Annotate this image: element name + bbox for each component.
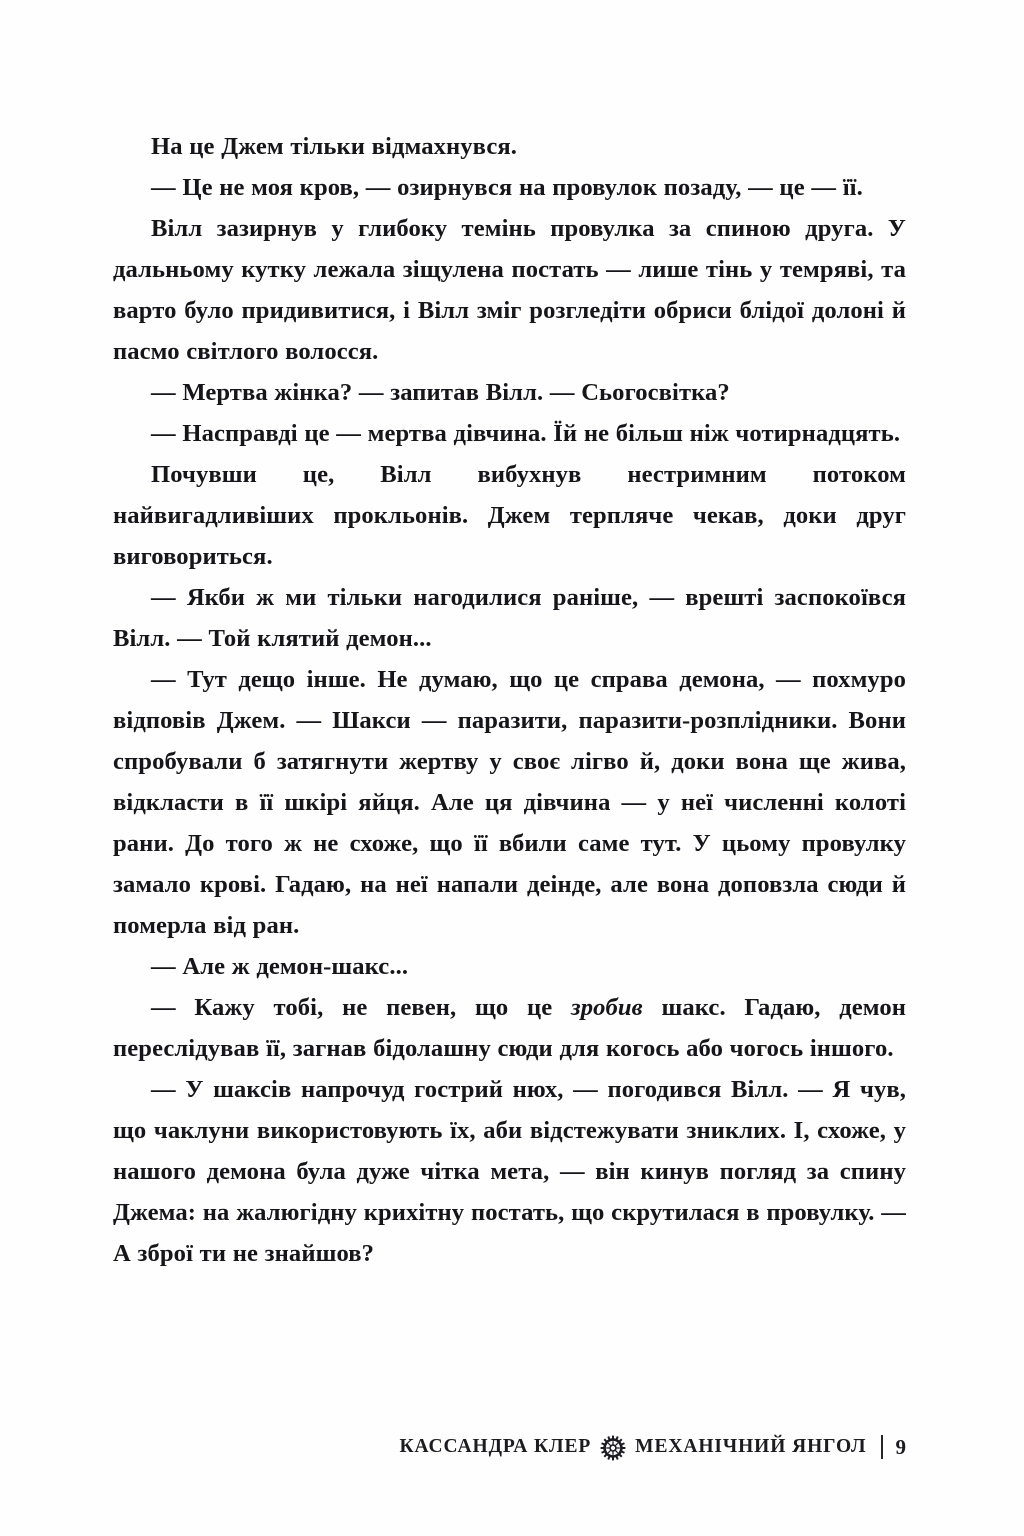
paragraph: На це Джем тільки відмахнувся. xyxy=(151,133,518,160)
paragraph-text-before-emphasis: — Кажу тобі, не певен, що це xyxy=(151,994,572,1021)
paragraph: — Це не моя кров, — озирнувся на провулок позаду, — це — її. xyxy=(151,174,863,201)
paragraph: — Але ж демон-шакс... xyxy=(151,953,409,980)
emphasized-word: зробив xyxy=(571,994,643,1021)
paragraph: — Насправді це — мертва дівчина. Їй не більш ніж чотирнадцять. xyxy=(151,420,901,447)
page-number: 9 xyxy=(895,1434,906,1459)
paragraph: — Мертва жінка? — запитав Вілл. — Сьогосвітка? xyxy=(151,379,730,406)
paragraph: Вілл зазирнув у глибоку темінь провулка за спиною друга. У дальньому кутку лежала зіщулена постать — лише тінь у темряві, та варто було придивитися, і Вілл зміг розгледіти обриси блідої долоні й пасмо світлого волосся. xyxy=(113,215,906,365)
paragraph: — Тут дещо інше. Не думаю, що це справа демона, — похмуро відповів Джем. — Шакси — паразити, паразити-розплідники. Вони спробували б затягнути жертву у своє лігво й, доки вона ще жива, відкласти в її шкірі яйця. Але ця дівчина — у неї численні колоті рани. До того ж не схоже, що її вбили саме тут. У цьому провулку замало крові. Гадаю, на неї напали деінде, але вона доповзла сюди й померла від ран. xyxy=(113,666,906,939)
footer-author: КАССАНДРА КЛЕР xyxy=(399,1436,592,1458)
paragraph-with-emphasis xyxy=(113,987,906,1069)
paragraph: — Якби ж ми тільки нагодилися раніше, — врешті заспокоївся Вілл. — Той клятий демон... xyxy=(113,584,906,652)
paragraph: Почувши це, Вілл вибухнув нестримним потоком найвигадливіших прокльонів. Джем терпляче чекав, доки друг виговориться. xyxy=(113,461,906,570)
gear-ornament-icon xyxy=(600,1435,626,1461)
paragraph-text-after-emphasis: шакс. Гадаю, демон переслідував її, загнав бідолашну сюди для когось або чогось іншого. xyxy=(113,994,906,1062)
footer-divider xyxy=(881,1435,883,1459)
footer-book-title: МЕХАНІЧНИЙ ЯНГОЛ xyxy=(635,1436,867,1458)
page-text-block xyxy=(113,126,906,1274)
page-footer xyxy=(113,1434,906,1460)
paragraph: — У шаксів напрочуд гострий нюх, — погодився Вілл. — Я чув, що чаклуни використовують їх, аби відстежувати зниклих. І, схоже, у нашого демона була дуже чітка мета, — він кинув погляд за спину Джема: на жалюгідну крихітну постать, що скрутилася в провулку. — А зброї ти не знайшов? xyxy=(113,1076,906,1267)
